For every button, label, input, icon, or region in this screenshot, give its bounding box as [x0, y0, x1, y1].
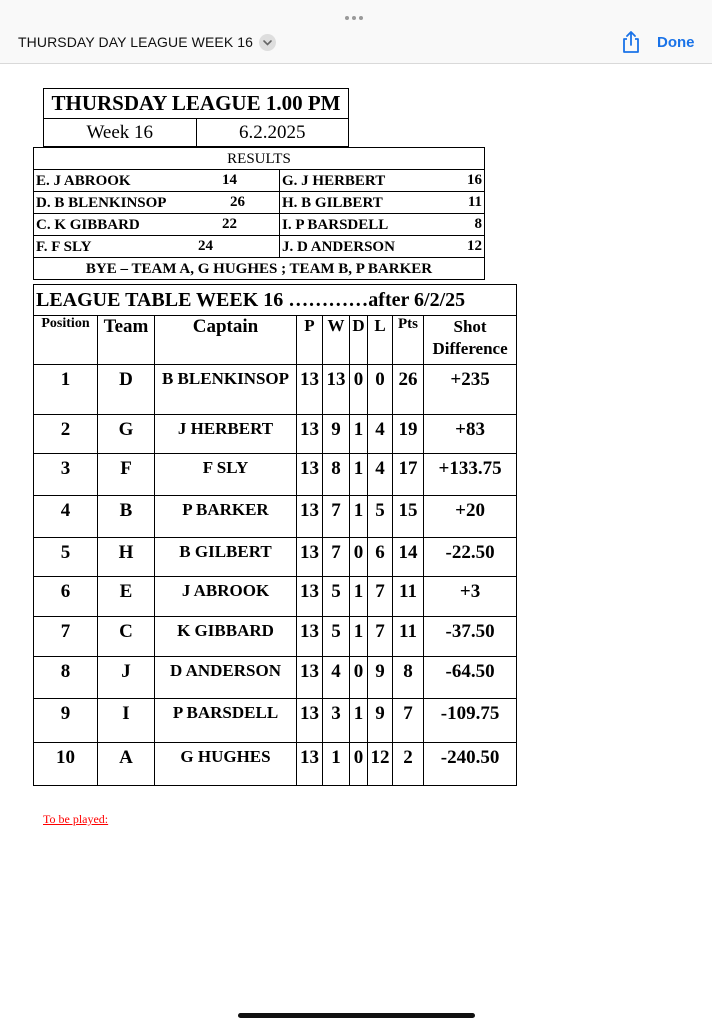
results-table — [33, 147, 485, 280]
result-home — [34, 192, 280, 214]
result-team-name: H. B GILBERT — [282, 194, 383, 211]
won-cell: 7 — [323, 538, 350, 577]
shot-difference-cell: +235 — [424, 365, 517, 415]
position-cell: 4 — [34, 496, 98, 538]
team-cell: G — [98, 415, 155, 454]
result-team-name: G. J HERBERT — [282, 172, 386, 189]
team-cell: D — [98, 365, 155, 415]
col-position: Position — [34, 316, 98, 365]
points-cell: 26 — [393, 365, 424, 415]
table-row — [34, 699, 517, 743]
captain-cell: P BARSDELL — [155, 699, 297, 743]
shot-difference-cell: +83 — [424, 415, 517, 454]
played-cell: 13 — [297, 496, 323, 538]
played-cell: 13 — [297, 617, 323, 657]
chevron-down-icon[interactable] — [259, 34, 276, 51]
results-row — [34, 214, 485, 236]
team-cell: E — [98, 577, 155, 617]
team-cell: F — [98, 454, 155, 496]
document-title[interactable]: THURSDAY DAY LEAGUE WEEK 16 — [18, 34, 254, 50]
played-cell: 13 — [297, 743, 323, 786]
table-row — [34, 617, 517, 657]
team-cell: I — [98, 699, 155, 743]
shot-difference-cell: -109.75 — [424, 699, 517, 743]
result-away — [280, 214, 485, 236]
col-drawn: D — [350, 316, 368, 365]
result-home — [34, 214, 280, 236]
date-label: 6.2.2025 — [196, 119, 349, 147]
lost-cell: 12 — [368, 743, 393, 786]
won-cell: 13 — [323, 365, 350, 415]
lost-cell: 5 — [368, 496, 393, 538]
position-cell: 10 — [34, 743, 98, 786]
team-cell: H — [98, 538, 155, 577]
league-table — [33, 284, 517, 786]
week-label: Week 16 — [44, 119, 197, 147]
points-cell: 14 — [393, 538, 424, 577]
drawn-cell: 1 — [350, 617, 368, 657]
table-row — [34, 454, 517, 496]
result-away — [280, 170, 485, 192]
position-cell: 1 — [34, 365, 98, 415]
drawn-cell: 1 — [350, 454, 368, 496]
results-heading: RESULTS — [34, 148, 485, 170]
col-lost: L — [368, 316, 393, 365]
won-cell: 9 — [323, 415, 350, 454]
captain-cell: D ANDERSON — [155, 657, 297, 699]
result-home — [34, 236, 280, 258]
col-team: Team — [98, 316, 155, 365]
to-be-played-note[interactable]: To be played: — [43, 812, 109, 826]
won-cell: 3 — [323, 699, 350, 743]
played-cell: 13 — [297, 454, 323, 496]
more-dots-icon[interactable] — [345, 7, 367, 13]
col-shot-difference: Shot Difference — [424, 316, 517, 365]
won-cell: 8 — [323, 454, 350, 496]
captain-cell: B BLENKINSOP — [155, 365, 297, 415]
shot-difference-cell: +20 — [424, 496, 517, 538]
played-cell: 13 — [297, 365, 323, 415]
won-cell: 5 — [323, 617, 350, 657]
won-cell: 4 — [323, 657, 350, 699]
table-row — [34, 577, 517, 617]
result-score: 8 — [474, 216, 482, 232]
position-cell: 9 — [34, 699, 98, 743]
result-score: 12 — [467, 238, 482, 254]
position-cell: 6 — [34, 577, 98, 617]
col-played: P — [297, 316, 323, 365]
captain-cell: G HUGHES — [155, 743, 297, 786]
lost-cell: 4 — [368, 454, 393, 496]
result-score: 24 — [198, 238, 213, 254]
points-cell: 15 — [393, 496, 424, 538]
won-cell: 5 — [323, 577, 350, 617]
result-score: 16 — [467, 172, 482, 188]
played-cell: 13 — [297, 415, 323, 454]
played-cell: 13 — [297, 577, 323, 617]
played-cell: 13 — [297, 657, 323, 699]
shot-difference-cell: -240.50 — [424, 743, 517, 786]
shot-difference-cell: -37.50 — [424, 617, 517, 657]
result-team-name: D. B BLENKINSOP — [36, 194, 167, 211]
share-icon[interactable] — [620, 30, 642, 54]
drawn-cell: 1 — [350, 699, 368, 743]
position-cell: 5 — [34, 538, 98, 577]
results-row — [34, 192, 485, 214]
result-away — [280, 192, 485, 214]
drawn-cell: 1 — [350, 496, 368, 538]
league-title: THURSDAY LEAGUE 1.00 PM — [44, 89, 349, 119]
team-cell: C — [98, 617, 155, 657]
captain-cell: P BARKER — [155, 496, 297, 538]
shot-difference-cell: +133.75 — [424, 454, 517, 496]
lost-cell: 7 — [368, 617, 393, 657]
table-row — [34, 365, 517, 415]
table-row — [34, 743, 517, 786]
team-cell: B — [98, 496, 155, 538]
shot-difference-cell: -22.50 — [424, 538, 517, 577]
col-won: W — [323, 316, 350, 365]
table-row — [34, 415, 517, 454]
table-row — [34, 657, 517, 699]
lost-cell: 7 — [368, 577, 393, 617]
points-cell: 19 — [393, 415, 424, 454]
lost-cell: 0 — [368, 365, 393, 415]
col-captain: Captain — [155, 316, 297, 365]
result-score: 14 — [222, 172, 237, 188]
drawn-cell: 1 — [350, 577, 368, 617]
position-cell: 3 — [34, 454, 98, 496]
result-team-name: J. D ANDERSON — [282, 238, 395, 255]
played-cell: 13 — [297, 699, 323, 743]
played-cell: 13 — [297, 538, 323, 577]
bye-note: BYE – TEAM A, G HUGHES ; TEAM B, P BARKER — [34, 258, 485, 280]
home-indicator — [238, 1013, 475, 1018]
document-page — [0, 65, 712, 1024]
drawn-cell: 0 — [350, 365, 368, 415]
points-cell: 11 — [393, 617, 424, 657]
points-cell: 11 — [393, 577, 424, 617]
lost-cell: 4 — [368, 415, 393, 454]
results-row — [34, 170, 485, 192]
shot-difference-cell: -64.50 — [424, 657, 517, 699]
captain-cell: K GIBBARD — [155, 617, 297, 657]
points-cell: 8 — [393, 657, 424, 699]
viewer-toolbar — [0, 0, 712, 64]
result-team-name: E. J ABROOK — [36, 172, 131, 189]
result-score: 26 — [230, 194, 245, 210]
won-cell: 7 — [323, 496, 350, 538]
result-score: 22 — [222, 216, 237, 232]
captain-cell: J ABROOK — [155, 577, 297, 617]
header-table — [43, 88, 349, 147]
result-team-name: C. K GIBBARD — [36, 216, 140, 233]
league-table-title: LEAGUE TABLE WEEK 16 …………after 6/2/25 — [34, 285, 517, 316]
position-cell: 8 — [34, 657, 98, 699]
drawn-cell: 0 — [350, 743, 368, 786]
drawn-cell: 0 — [350, 657, 368, 699]
captain-cell: B GILBERT — [155, 538, 297, 577]
position-cell: 7 — [34, 617, 98, 657]
points-cell: 7 — [393, 699, 424, 743]
results-row — [34, 236, 485, 258]
captain-cell: F SLY — [155, 454, 297, 496]
won-cell: 1 — [323, 743, 350, 786]
col-points: Pts — [393, 316, 424, 365]
team-cell: J — [98, 657, 155, 699]
result-away — [280, 236, 485, 258]
drawn-cell: 0 — [350, 538, 368, 577]
position-cell: 2 — [34, 415, 98, 454]
points-cell: 2 — [393, 743, 424, 786]
captain-cell: J HERBERT — [155, 415, 297, 454]
drawn-cell: 1 — [350, 415, 368, 454]
result-team-name: F. F SLY — [36, 238, 92, 255]
done-button[interactable]: Done — [657, 34, 695, 51]
result-home — [34, 170, 280, 192]
table-row — [34, 496, 517, 538]
shot-difference-cell: +3 — [424, 577, 517, 617]
table-row — [34, 538, 517, 577]
team-cell: A — [98, 743, 155, 786]
lost-cell: 9 — [368, 657, 393, 699]
points-cell: 17 — [393, 454, 424, 496]
result-team-name: I. P BARSDELL — [282, 216, 389, 233]
lost-cell: 6 — [368, 538, 393, 577]
lost-cell: 9 — [368, 699, 393, 743]
result-score: 11 — [467, 194, 482, 210]
